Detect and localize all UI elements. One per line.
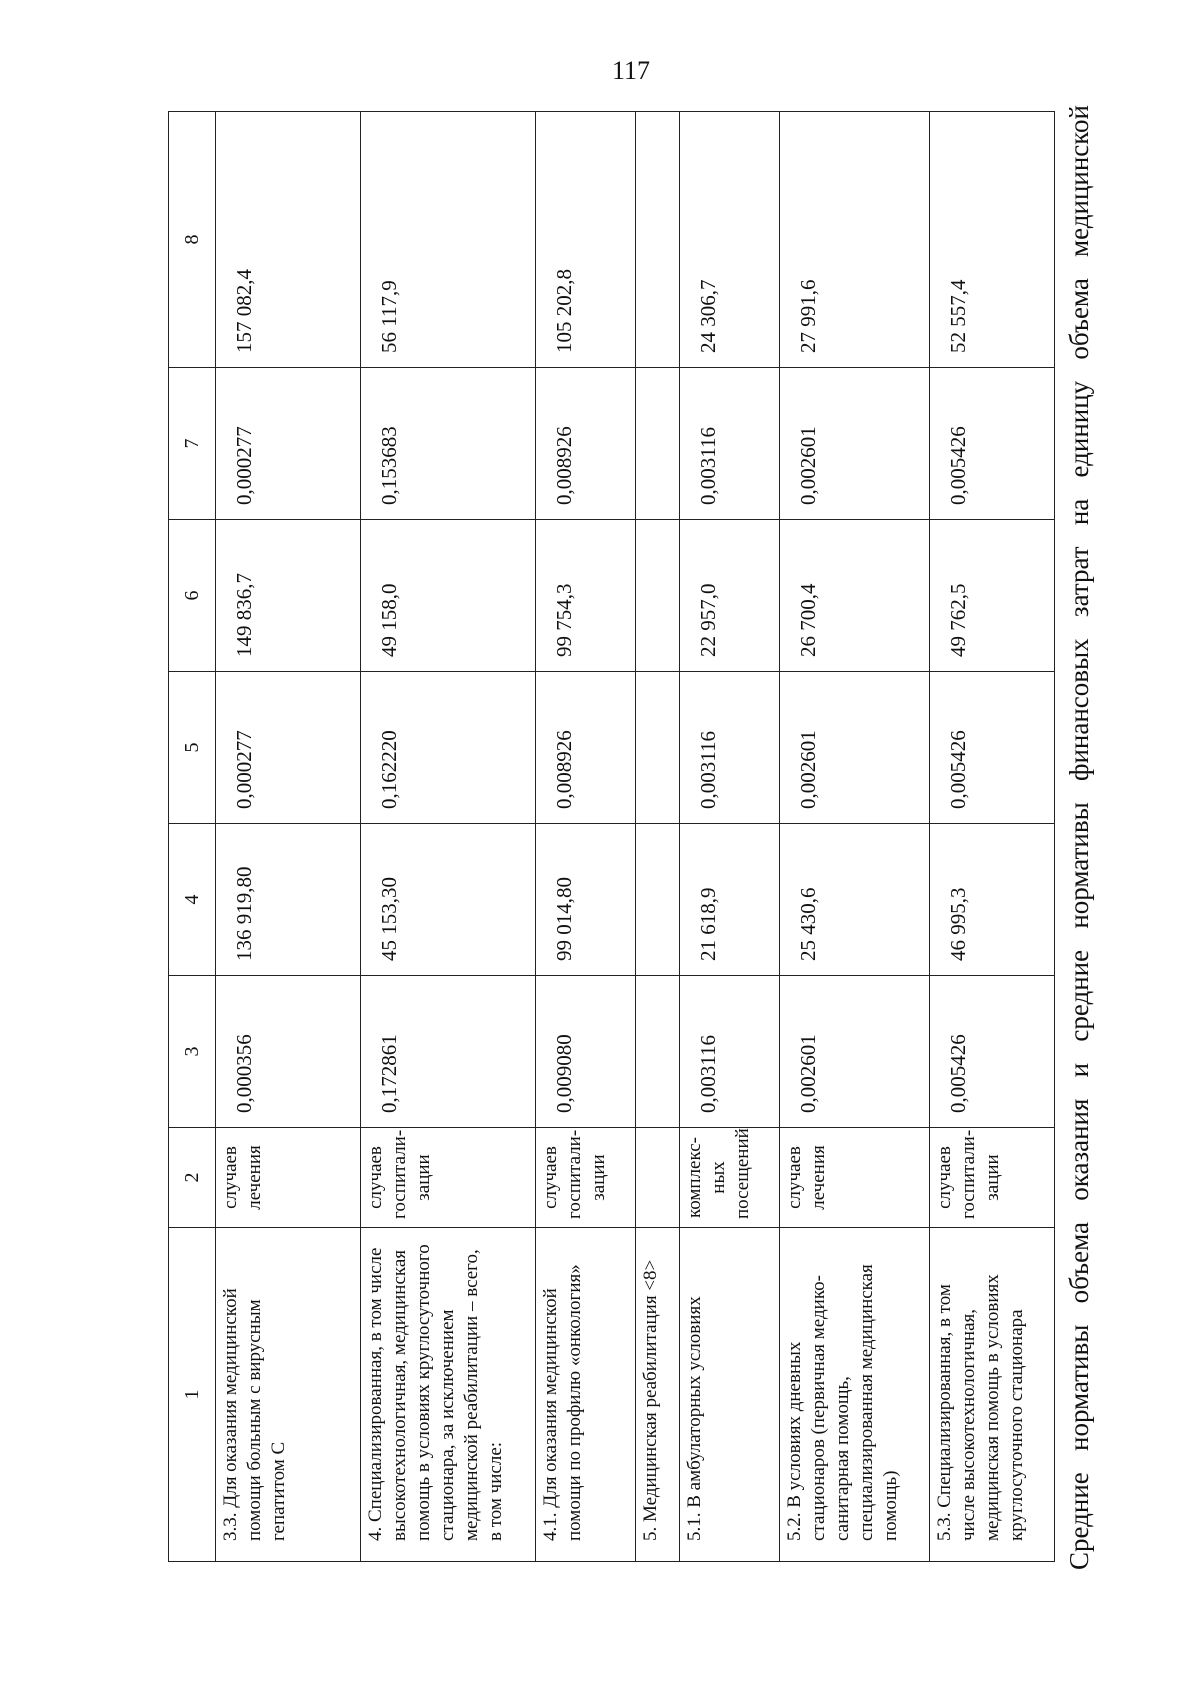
rotated-table-container bbox=[168, 112, 1072, 1562]
value-cell: 0,002601 bbox=[780, 976, 930, 1128]
table-row bbox=[780, 112, 930, 1562]
value-cell: 26 700,4 bbox=[780, 520, 930, 672]
page-number: 117 bbox=[612, 56, 651, 85]
header-cell: 4 bbox=[169, 824, 216, 976]
value-cell: 136 919,80 bbox=[216, 824, 361, 976]
normatives-table bbox=[168, 111, 1055, 1562]
header-cell: 6 bbox=[169, 520, 216, 672]
unit-cell: комплекс-ных посещений bbox=[680, 1128, 780, 1228]
row-label-cell: 5.2. В условиях дневных стационаров (первичная медико-санитарная помощь, специализированная медицинская помощь) bbox=[780, 1228, 930, 1562]
header-cell: 1 bbox=[169, 1228, 216, 1562]
table-row bbox=[930, 112, 1055, 1562]
empty-cell bbox=[636, 1128, 680, 1228]
value-cell: 49 158,0 bbox=[361, 520, 536, 672]
value-cell: 24 306,7 bbox=[680, 112, 780, 368]
value-cell: 0,009080 bbox=[536, 976, 636, 1128]
unit-cell: случаев лечения bbox=[216, 1128, 361, 1228]
value-cell: 0,005426 bbox=[930, 368, 1055, 520]
value-cell: 56 117,9 bbox=[361, 112, 536, 368]
unit-cell: случаев госпитали-зации bbox=[361, 1128, 536, 1228]
row-label-cell: 5.1. В амбулаторных условиях bbox=[680, 1228, 780, 1562]
value-cell: 157 082,4 bbox=[216, 112, 361, 368]
value-cell: 0,005426 bbox=[930, 672, 1055, 824]
value-cell: 52 557,4 bbox=[930, 112, 1055, 368]
value-cell: 0,002601 bbox=[780, 368, 930, 520]
header-cell: 7 bbox=[169, 368, 216, 520]
value-cell: 0,000277 bbox=[216, 672, 361, 824]
row-label-cell: 3.3. Для оказания медицинской помощи больным с вирусным гепатитом С bbox=[216, 1228, 361, 1562]
table-row bbox=[216, 112, 361, 1562]
value-cell: 0,008926 bbox=[536, 672, 636, 824]
value-cell: 46 995,3 bbox=[930, 824, 1055, 976]
table-row-section bbox=[636, 112, 680, 1562]
empty-cell bbox=[636, 824, 680, 976]
footnote-text: Средние нормативы объема оказания и средние нормативы финансовых затрат на единицу объема медицинской bbox=[1064, 105, 1094, 1570]
value-cell: 22 957,0 bbox=[680, 520, 780, 672]
header-cell: 8 bbox=[169, 112, 216, 368]
unit-cell: случаев госпитали-зации bbox=[536, 1128, 636, 1228]
empty-cell bbox=[636, 112, 680, 368]
value-cell: 27 991,6 bbox=[780, 112, 930, 368]
header-cell: 5 bbox=[169, 672, 216, 824]
header-cell: 3 bbox=[169, 976, 216, 1128]
header-cell: 2 bbox=[169, 1128, 216, 1228]
empty-cell bbox=[636, 520, 680, 672]
row-label-cell: 5.3. Специализированная, в том числе высокотехнологичная, медицинская помощь в условиях круглосуточного стационара bbox=[930, 1228, 1055, 1562]
table-row bbox=[536, 112, 636, 1562]
value-cell: 0,153683 bbox=[361, 368, 536, 520]
empty-cell bbox=[636, 672, 680, 824]
value-cell: 0,162220 bbox=[361, 672, 536, 824]
unit-cell: случаев госпитали-зации bbox=[930, 1128, 1055, 1228]
value-cell: 149 836,7 bbox=[216, 520, 361, 672]
value-cell: 0,005426 bbox=[930, 976, 1055, 1128]
empty-cell bbox=[636, 976, 680, 1128]
value-cell: 0,002601 bbox=[780, 672, 930, 824]
table-row bbox=[680, 112, 780, 1562]
value-cell: 45 153,30 bbox=[361, 824, 536, 976]
value-cell: 0,003116 bbox=[680, 976, 780, 1128]
unit-cell: случаев лечения bbox=[780, 1128, 930, 1228]
value-cell: 99 754,3 bbox=[536, 520, 636, 672]
value-cell: 0,003116 bbox=[680, 368, 780, 520]
value-cell: 0,008926 bbox=[536, 368, 636, 520]
value-cell: 49 762,5 bbox=[930, 520, 1055, 672]
table-row bbox=[361, 112, 536, 1562]
value-cell: 0,000277 bbox=[216, 368, 361, 520]
row-label-cell: 4.1. Для оказания медицинской помощи по профилю «онкология» bbox=[536, 1228, 636, 1562]
value-cell: 21 618,9 bbox=[680, 824, 780, 976]
value-cell: 0,003116 bbox=[680, 672, 780, 824]
value-cell: 99 014,80 bbox=[536, 824, 636, 976]
section-label-cell: 5. Медицинская реабилитация <8> bbox=[636, 1228, 680, 1562]
value-cell: 105 202,8 bbox=[536, 112, 636, 368]
row-label-cell: 4. Специализированная, в том числе высокотехнологичная, медицинская помощь в условиях круглосуточного стационара, за исключением медицинской реабилитации – всего, в том числе: bbox=[361, 1228, 536, 1562]
value-cell: 25 430,6 bbox=[780, 824, 930, 976]
value-cell: 0,000356 bbox=[216, 976, 361, 1128]
empty-cell bbox=[636, 368, 680, 520]
table-header-row bbox=[169, 112, 216, 1562]
value-cell: 0,172861 bbox=[361, 976, 536, 1128]
